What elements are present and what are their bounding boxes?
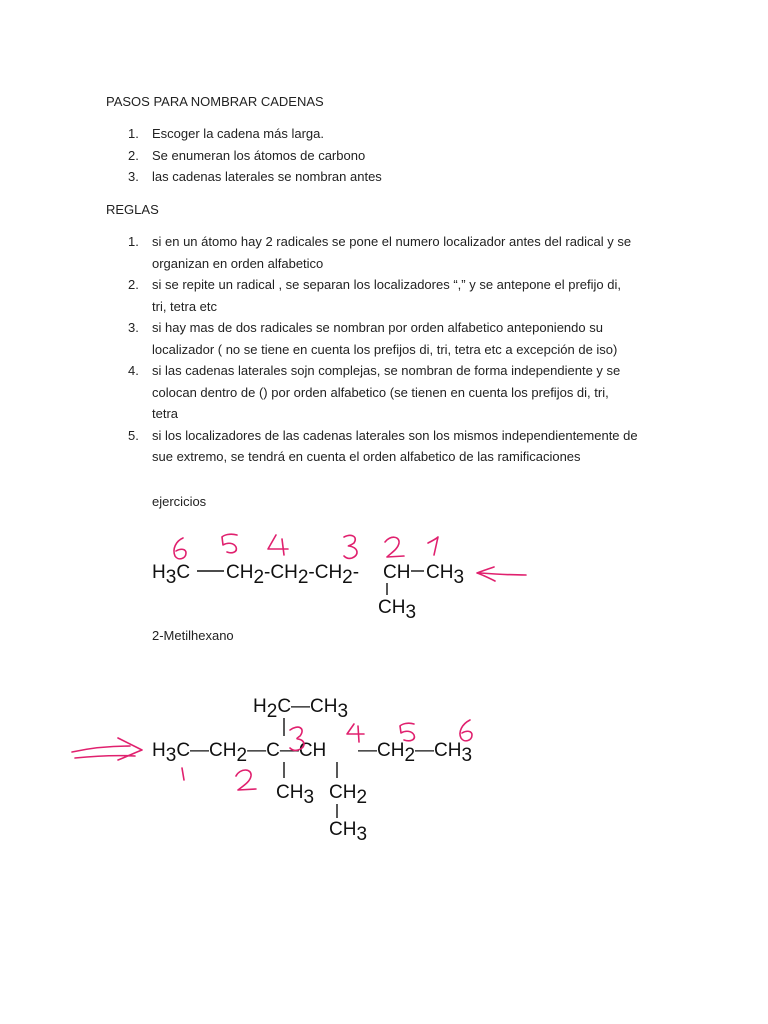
section-heading-pasos: PASOS PARA NOMBRAR CADENAS: [106, 94, 324, 109]
ethyl-branch: H2C—CH3: [253, 696, 349, 722]
main-chain: H3C—CH2—C—CH: [152, 740, 327, 766]
exercises-heading: ejercicios: [152, 494, 207, 509]
list-item: 1. Escoger la cadena más larga.: [128, 126, 324, 141]
ethyl-branch-ch3: CH3: [329, 819, 368, 845]
handwritten-number-1: [428, 537, 438, 555]
ch3-group: CH3: [426, 562, 465, 588]
handwritten-number-4: [268, 535, 288, 555]
list-item: 1. si en un átomo hay 2 radicales se pone el numero localizador antes del radical y se organizan en orden alfabetico: [128, 234, 632, 271]
answer-name: 2-Metilhexano: [152, 628, 234, 643]
handwritten-arrow-icon: [72, 738, 142, 760]
handwritten-number-5: [400, 723, 414, 741]
handwritten-number-3: [344, 535, 357, 558]
handwritten-number-1: [182, 768, 184, 780]
list-item: 2. si se repite un radical , se separan los localizadores “,” y se antepone el prefijo di, tri, tetra etc: [128, 277, 621, 314]
ch3-group: H3C: [152, 562, 191, 588]
main-chain-end: —CH2—CH3: [358, 740, 473, 766]
steps-list: [106, 123, 382, 188]
list-item: 2. Se enumeran los átomos de carbono: [128, 147, 366, 163]
rules-list: [106, 231, 638, 468]
methyl-branch: CH3: [276, 782, 315, 808]
methyl-branch: CH3: [378, 597, 417, 623]
ethyl-branch-ch2: CH2: [329, 782, 368, 808]
list-item: 4. si las cadenas laterales sojn complejas, se nombran de forma independiente y se colocan dentro de () por orden alfabetico (se tienen en cuenta los prefijos di, tri, tetra: [128, 363, 621, 421]
ch-group: CH: [383, 562, 411, 583]
handwritten-number-5: [222, 534, 237, 553]
section-heading-reglas: REGLAS: [106, 202, 159, 217]
list-item: 3. las cadenas laterales se nombran antes: [128, 169, 382, 184]
list-item: 5. si los localizadores de las cadenas laterales son los mismos independientemente de sue extremo, se tendrá en cuenta el orden alfabetico de las ramificaciones: [128, 427, 638, 464]
ch2-group: CH2-CH2-CH2-: [226, 562, 360, 588]
structure-branched-alkane: [0, 680, 768, 850]
structure-2-methylhexane: [0, 525, 768, 625]
list-item: 3. si hay mas de dos radicales se nombran por orden alfabetico anteponiendo su localizador ( no se tiene en cuenta los prefijos di, tri, tetra etc a excepción de iso): [128, 320, 618, 357]
handwritten-number-2: [236, 770, 256, 790]
handwritten-number-6: [460, 720, 472, 741]
handwritten-number-2: [385, 537, 404, 557]
handwritten-locants: [174, 534, 438, 559]
handwritten-arrow-icon: [477, 567, 526, 581]
handwritten-number-6: [174, 538, 186, 559]
